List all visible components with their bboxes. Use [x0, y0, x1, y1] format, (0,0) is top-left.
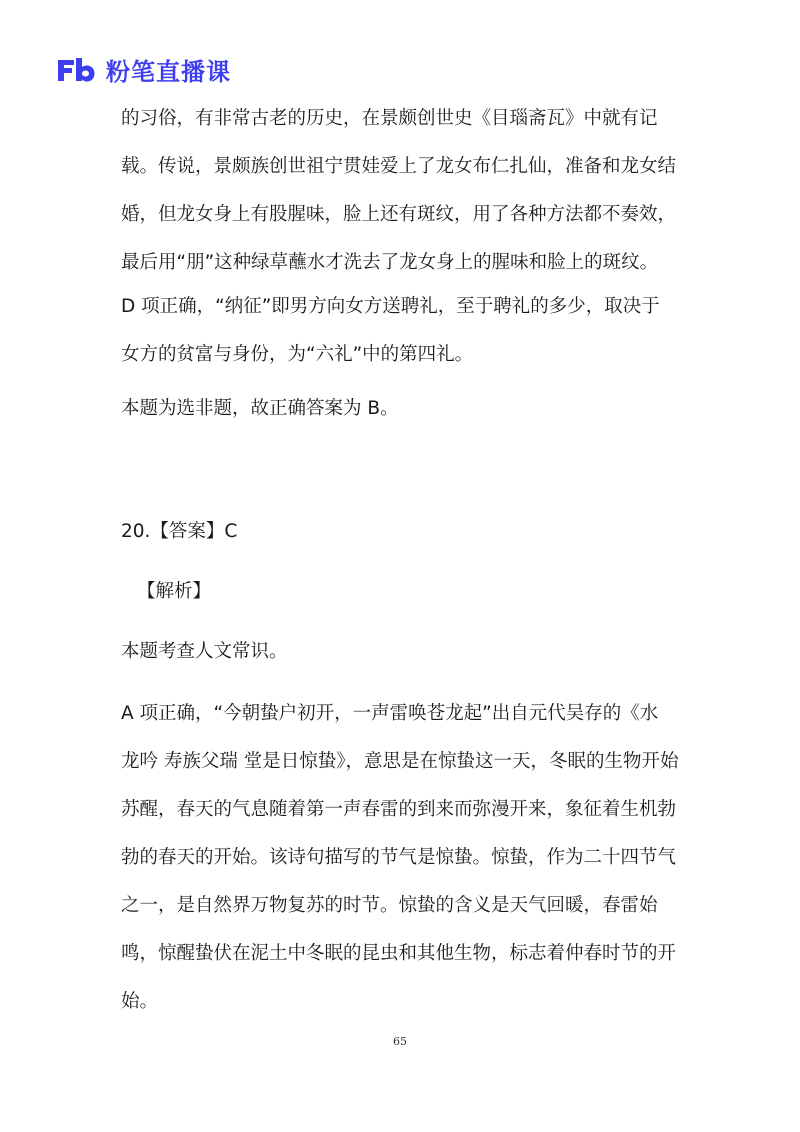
text-line: 龙吟 寿族父瑞 堂是日惊蛰》，意思是在惊蛰这一天，冬眠的生物开始 [121, 751, 679, 772]
text-line: A 项正确，“今朝蛰户初开，一声雷唤苍龙起”出自元代吴存的《水 [121, 703, 659, 724]
text-line: 的习俗，有非常古老的历史，在景颇创世史《目瑙斋瓦》中就有记 [121, 108, 658, 129]
text-line: 载。传说，景颇族创世祖宁贯娃爱上了龙女布仁扎仙，准备和龙女结 [121, 156, 677, 177]
paragraph-option-d [121, 283, 681, 379]
paragraph-topic [121, 628, 681, 676]
text-line: 【解析】 [137, 581, 212, 602]
text-line: 鸣，惊醒蛰伏在泥土中冬眠的昆虫和其他生物，标志着仲春时节的开 [121, 943, 677, 964]
text-line: 女方的贫富与身份，为“六礼”中的第四礼。 [121, 344, 474, 365]
analysis-heading [137, 568, 697, 616]
paragraph-option-a [121, 690, 681, 1026]
paragraph-conclusion [121, 385, 681, 433]
text-line: 最后用“朋”这种绿草蘸水才洗去了龙女身上的腥味和脸上的斑纹。 [121, 252, 659, 273]
page-number: 65 [393, 1035, 407, 1048]
brand-logo [56, 52, 231, 87]
text-line: 本题考查人文常识。 [121, 641, 288, 662]
answer-heading: 20.【答案】C [121, 521, 238, 542]
text-line: 本题为选非题，故正确答案为 B。 [121, 398, 399, 419]
brand-name: 粉笔直播课 [106, 58, 231, 86]
text-line: D 项正确，“纳征”即男方向女方送聘礼，至于聘礼的多少，取决于 [121, 296, 660, 317]
text-line: 始。 [121, 991, 159, 1012]
text-line: 勃的春天的开始。该诗句描写的节气是惊蛰。惊蛰，作为二十四节气 [121, 847, 677, 868]
fenbi-logo-icon [56, 56, 96, 84]
text-line: 苏醒，春天的气息随着第一声春雷的到来而弥漫开来，象征着生机勃 [121, 799, 677, 820]
text-line: 之一，是自然界万物复苏的时节。惊蛰的含义是天气回暖，春雷始 [121, 895, 658, 916]
question-20-answer [121, 508, 681, 556]
paragraph-legend-continued [121, 95, 681, 287]
text-line: 婚，但龙女身上有股腥味，脸上还有斑纹，用了各种方法都不奏效， [121, 204, 677, 225]
